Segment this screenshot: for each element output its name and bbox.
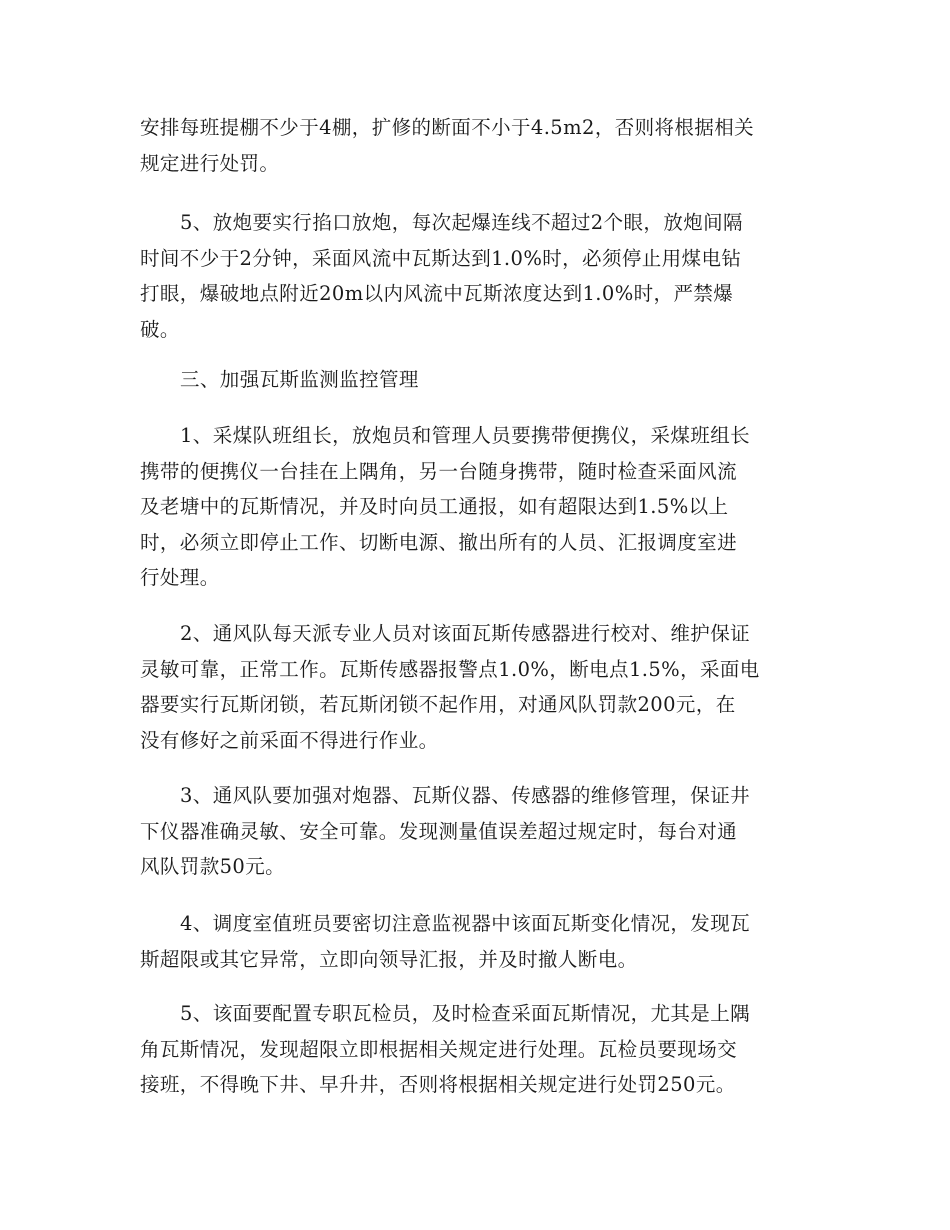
text-line: 时间不少于2分钟，采面风流中瓦斯达到1.0%时，必须停止用煤电钻 — [140, 246, 742, 270]
section-heading — [140, 362, 805, 398]
text-line: 2、通风队每天派专业人员对该面瓦斯传感器进行校对、维护保证 — [180, 622, 751, 645]
heading-line: 三、加强瓦斯监测监控管理 — [180, 368, 419, 391]
paragraph-item-1-portable-detector — [140, 418, 805, 596]
text-line: 破。 — [140, 317, 180, 341]
text-line: 器要实行瓦斯闭锁，若瓦斯闭锁不起作用，对通风队罚款200元，在 — [140, 693, 736, 716]
text-line: 接班，不得晚下井、早升井，否则将根据相关规定进行处罚250元。 — [140, 1073, 736, 1096]
paragraph-item-5-blasting — [140, 205, 805, 347]
text-line: 携带的便携仪一台挂在上隅角，另一台随身携带，随时检查采面风流 — [140, 459, 738, 483]
text-line: 1、采煤队班组长，放炮员和管理人员要携带便携仪，采煤班组长 — [180, 424, 751, 447]
paragraph-continuation — [140, 110, 805, 181]
text-line: 4、调度室值班员要密切注意监视器中该面瓦斯变化情况，发现瓦 — [180, 912, 751, 935]
text-line: 角瓦斯情况，发现超限立即根据相关规定进行处理。瓦检员要现场交 — [140, 1037, 738, 1061]
text-line: 规定进行处罚。 — [140, 151, 280, 175]
text-line: 灵敏可靠，正常工作。瓦斯传感器报警点1.0%，断电点1.5%，采面电 — [140, 657, 760, 681]
text-line: 下仪器准确灵敏、安全可靠。发现测量值误差超过规定时，每台对通 — [140, 819, 738, 843]
text-line: 时，必须立即停止工作、切断电源、撤出所有的人员、汇报调度室进 — [140, 530, 738, 554]
paragraph-item-2-sensor-calibration — [140, 616, 805, 758]
text-line: 5、该面要配置专职瓦检员，及时检查采面瓦斯情况，尤其是上隅 — [180, 1002, 751, 1025]
paragraph-item-3-instrument-maintenance — [140, 778, 805, 885]
text-line: 行处理。 — [140, 566, 220, 589]
text-line: 斯超限或其它异常，立即向领导汇报，并及时撤人断电。 — [140, 947, 638, 971]
text-line: 风队罚款50元。 — [140, 855, 286, 878]
paragraph-item-4-dispatch-monitoring — [140, 906, 805, 977]
text-line: 3、通风队要加强对炮器、瓦斯仪器、传感器的维修管理，保证井 — [180, 784, 751, 807]
text-line: 打眼，爆破地点附近20m以内风流中瓦斯浓度达到1.0%时，严禁爆 — [140, 282, 734, 305]
text-line: 及老塘中的瓦斯情况，并及时向员工通报，如有超限达到1.5%以上 — [140, 495, 729, 518]
text-line: 安排每班提棚不少于4棚，扩修的断面不小于4.5m2，否则将根据相关 — [140, 116, 755, 139]
text-line: 5、放炮要实行掐口放炮，每次起爆连线不超过2个眼，放炮间隔 — [180, 211, 743, 234]
text-line: 没有修好之前采面不得进行作业。 — [140, 728, 439, 752]
paragraph-item-5-gas-inspector — [140, 996, 805, 1103]
